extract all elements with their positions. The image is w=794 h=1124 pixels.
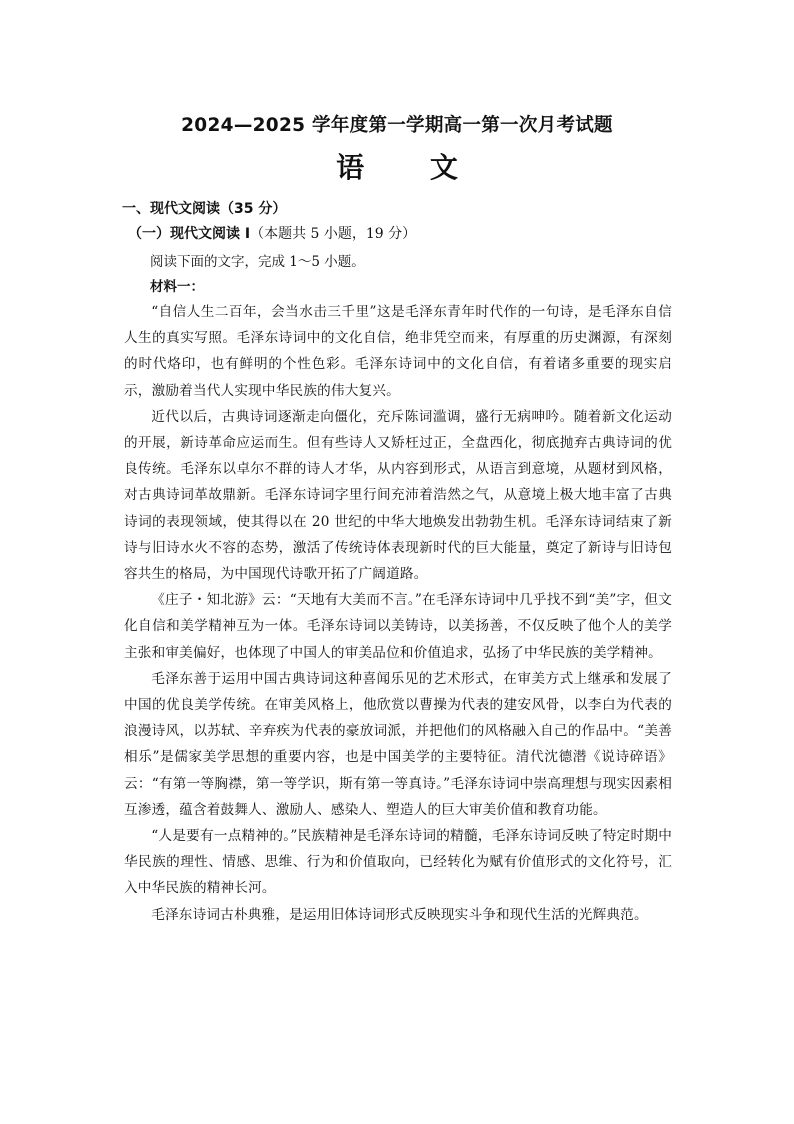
passage-paragraph: “自信人生二百年，会当水击三千里”这是毛泽东青年时代作的一句诗，是毛泽东自信人生的真实写照。毛泽东诗词中的文化自信，绝非凭空而来，有厚重的历史渊源，有深刻的时代烙印，也有鲜明的个性色彩。毛泽东诗词中的文化自信，有着诸多重要的现实启示，激励着当代人实现中华民族的伟大复兴。: [124, 304, 672, 399]
exam-title: 2024—2025 学年度第一学期高一第一次月考试题: [181, 115, 613, 136]
subsection-name: （一）现代文阅读 I: [128, 226, 251, 242]
passage-paragraph: 毛泽东善于运用中国古典诗词这种喜闻乐见的艺术形式，在审美方式上继承和发展了中国的优良美学传统。在审美风格上，他欣赏以曹操为代表的建安风骨，以李白为代表的浪漫诗风，以苏轼、辛弃疾为代表的豪放词派，并把他们的风格融入自己的作品中。“美善相乐”是儒家美学思想的重要内容，也是中国美学的主要特征。清代沈德潜《说诗碎语》云：“有第一等胸襟，第一等学识，斯有第一等真诗。”毛泽东诗词中崇高理想与现实因素相互渗透，蕴含着鼓舞人、激励人、感染人、塑造人的巨大审美价值和教育功能。: [124, 670, 672, 818]
reading-instruction: 阅读下面的文字，完成 1～5 小题。: [150, 254, 365, 270]
passage-paragraph: 近代以后，古典诗词逐渐走向僵化，充斥陈词滥调，盛行无病呻吟。随着新文化运动的开展，新诗革命应运而生。但有些诗人又矫枉过正，全盘西化，彻底抛弃古典诗词的优良传统。毛泽东以卓尔不群的诗人才华，从内容到形式，从语言到意境，从题材到风格，对古典诗词革故鼎新。毛泽东诗词字里行间充沛着浩然之气，从意境上极大地丰富了古典诗词的表现领域，使其得以在 20 世纪的中华大地焕发出勃勃生机。毛泽东诗词结束了新诗与旧诗水火不容的态势，激活了传统诗体表现新时代的巨大能量，奠定了新诗与旧诗包容共生的格局，为中国现代诗歌开拓了广阔道路。: [124, 408, 672, 583]
passage-paragraph: 毛泽东诗词古朴典雅，是运用旧体诗词形式反映现实斗争和现代生活的光辉典范。: [151, 906, 648, 923]
passage-paragraph: “人是要有一点精神的。”民族精神是毛泽东诗词的精髓，毛泽东诗词反映了特定时期中华民族的理性、情感、思维、行为和价值取向，已经转化为赋有价值形式的文化符号，汇入中华民族的精神长河。: [124, 828, 672, 897]
passage-paragraph: 《庄子・知北游》云：“天地有大美而不言。”在毛泽东诗词中几乎找不到“美”字，但文化自信和美学精神互为一体。毛泽东诗词以美铸诗，以美扬善，不仅反映了他个人的美学主张和审美偏好，也体现了中国人的审美品位和价值追求，弘扬了中华民族的美学精神。: [124, 592, 672, 661]
subsection-heading: [128, 223, 416, 245]
material-label: 材料一：: [150, 279, 204, 295]
subsection-note: （本题共 5 小题，19 分）: [250, 226, 417, 242]
passage-body: [124, 299, 672, 928]
subject-title: 语 文: [336, 151, 486, 184]
section-heading: 一、现代文阅读（35 分）: [122, 201, 287, 217]
